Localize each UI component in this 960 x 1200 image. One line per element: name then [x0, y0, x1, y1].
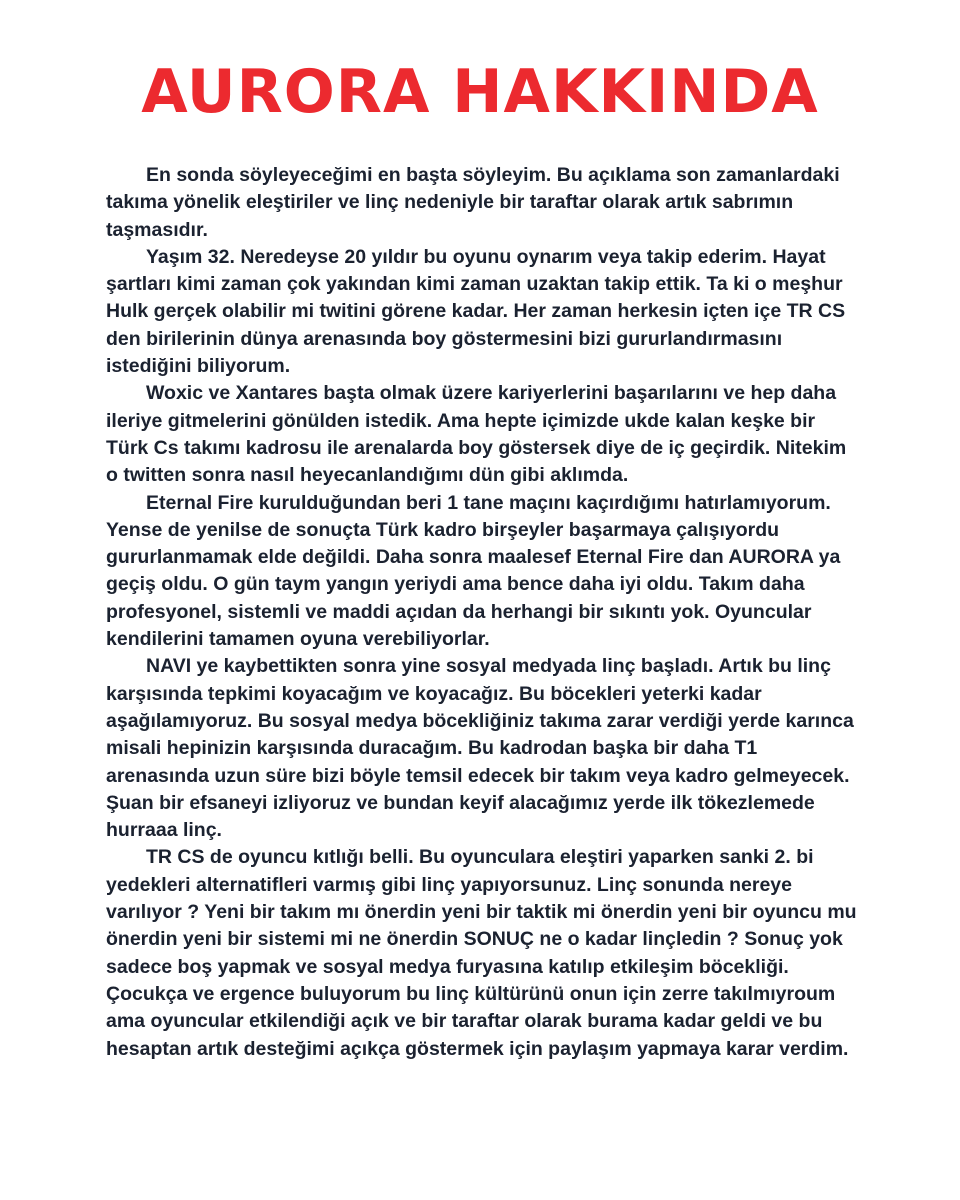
paragraph-conclusion: TR CS de oyuncu kıtlığı belli. Bu oyunculara eleştiri yaparken sanki 2. bi yedekleri alternatifleri varmış gibi linç yapıyorsunuz. Linç sonunda nereye varılıyor ? Yeni bir takım mı önerdin yeni bir taktik mi önerdin yeni bir oyuncu mu önerdin yeni bir sistemi mi ne önerdin SONUÇ ne o kadar linçledin ? Sonuç yok sadece boş yapmak ve sosyal medya furyasına katılıp etkileşim böcekliği. Çocukça ve ergence buluyorum bu linç kültürünü onun için zerre takılmıyroum ama oyuncular etkilendiği açık ve bir taraftar olarak burama kadar geldi ve bu hesaptan artık desteğimi açıkça göstermek için paylaşım yapmaya karar verdim. — [106, 846, 857, 1060]
paragraph-eternal-fire: Eternal Fire kurulduğundan beri 1 tane maçını kaçırdığımı hatırlamıyorum. Yense de yenilse de sonuçta Türk kadro birşeyler başarmaya çalışıyordu gururlanmamak elde değildi. Daha sonra maalesef Eternal Fire dan AURORA ya geçiş oldu. O gün taym yangın yeriydi ama bence daha iyi oldu. Takım daha profesyonel, sistemli ve maddi açıdan da herhangi bir sıkıntı yok. Oyuncular kendilerini tamamen oyuna verebiliyorlar. — [106, 491, 841, 651]
paragraph-players: Woxic ve Xantares başta olmak üzere kariyerlerini başarılarını ve hep daha ileriye gitmelerini gönülden istedik. Ama hepte içimizde ukde kalan keşke bir Türk Cs takımı kadrosu ile arenalarda boy göstersek diye de iç geçirdik. Nitekim o twitten sonra nasıl heyecanlandığımı dün gibi aklımda. — [106, 382, 847, 487]
statement-body — [106, 162, 862, 1063]
paragraph-background: Yaşım 32. Neredeyse 20 yıldır bu oyunu oynarım veya takip ederim. Hayat şartları kimi zaman çok yakından kimi zaman uzaktan takip ettik. Ta ki o meşhur Hulk gerçek olabilir mi twitini görene kadar. Her zaman herkesin içten içe TR CS den birilerinin dünya arenasında boy göstermesini bizi gururlandırmasını istediğini biliyorum. — [106, 245, 846, 378]
paragraph-intro: En sonda söyleyeceğimi en başta söyleyim. Bu açıklama son zamanlardaki takıma yönelik eleştiriler ve linç nedeniyle bir taraftar olarak artık sabrımın taşmasıdır. — [106, 164, 840, 241]
page-title: AURORA HAKKINDA — [141, 57, 819, 127]
paragraph-navi: NAVI ye kaybettikten sonra yine sosyal medyada linç başladı. Artık bu linç karşısında tepkimi koyacağım ve koyacağız. Bu böcekleri yeterki kadar aşağılamıyoruz. Bu sosyal medya böcekliğiniz takıma zarar verdiği yerde karınca misali hepinizin karşısında duracağım. Bu kadrodan başka bir daha T1 arenasında uzun süre bizi böyle temsil edecek bir takım veya kadro gelmeyecek. Şuan bir efsaneyi izliyoruz ve bundan keyif alacağımız yerde ilk tökezlemede hurraaa linç. — [106, 655, 854, 842]
